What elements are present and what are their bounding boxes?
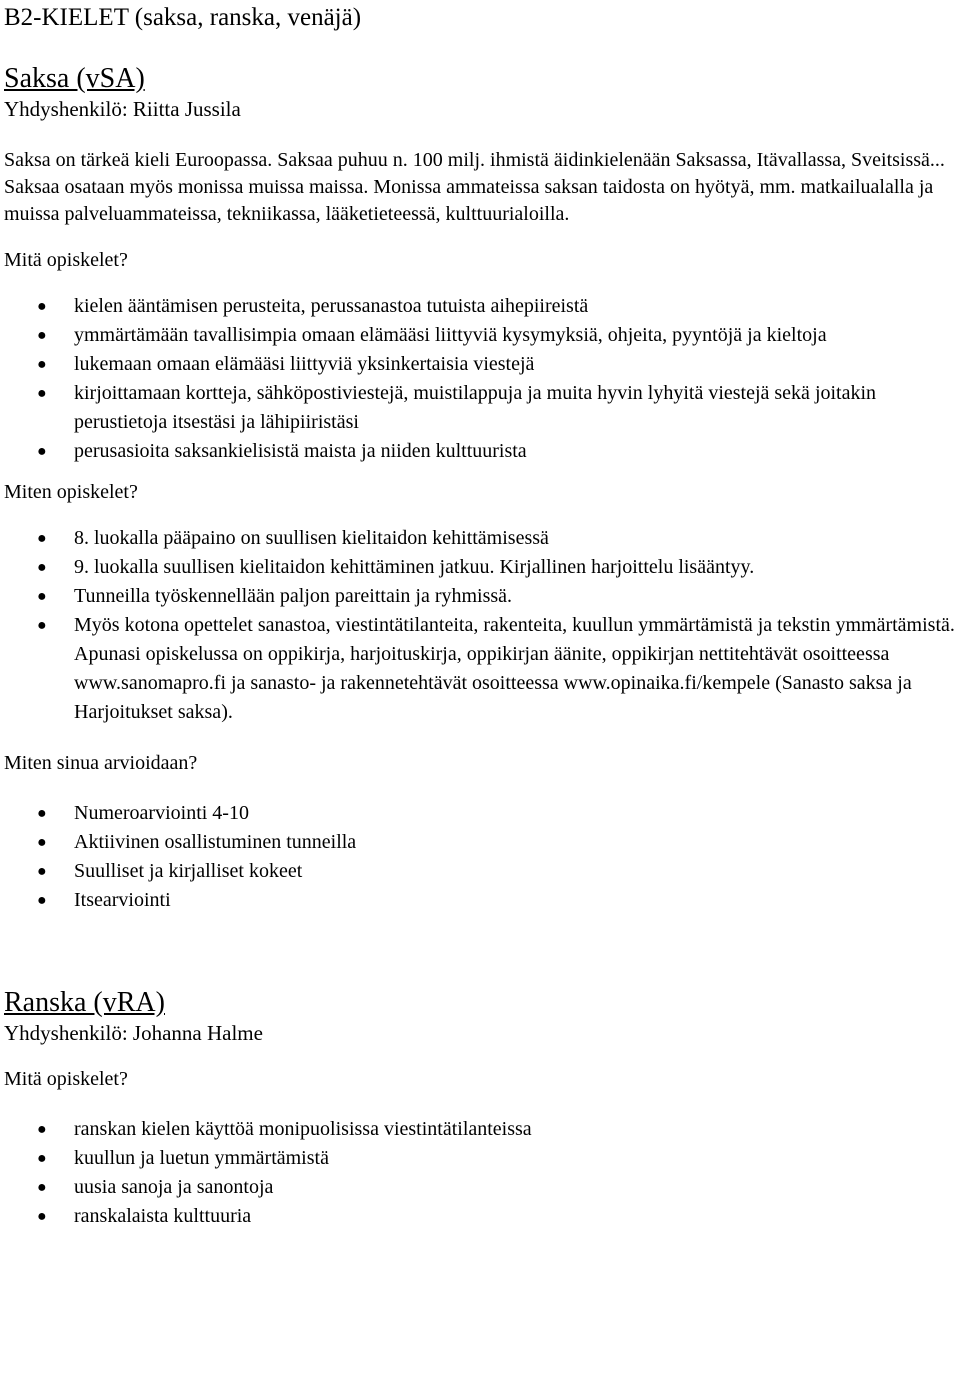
bullet-icon: ● <box>37 805 47 822</box>
list-item: ● lukemaan omaan elämääsi liittyviä yksinkertaisia viestejä <box>4 350 956 379</box>
list-what-ranska <box>4 1115 956 1231</box>
contact-person-saksa: Yhdyshenkilö: Riitta Jussila <box>4 97 241 121</box>
list-item: ● 8. luokalla pääpaino on suullisen kielitaidon kehittämisessä <box>4 524 956 553</box>
bullet-icon: ● <box>37 443 47 460</box>
list-item: ● 9. luokalla suullisen kielitaidon kehittäminen jatkuu. Kirjallinen harjoittelu lisääntyy. <box>4 553 956 582</box>
bullet-icon: ● <box>37 863 47 880</box>
document-page <box>4 0 956 1231</box>
bullet-icon: ● <box>37 834 47 851</box>
heading-eval-saksa: Miten sinua arvioidaan? <box>4 752 198 774</box>
bullet-icon: ● <box>37 1150 47 1167</box>
list-item: ● ranskan kielen käyttöä monipuolisissa viestintätilanteissa <box>4 1115 956 1144</box>
bullet-icon: ● <box>37 356 47 373</box>
contact-person-ranska: Yhdyshenkilö: Johanna Halme <box>4 1021 263 1045</box>
list-item: ● Myös kotona opettelet sanastoa, viestintätilanteita, rakenteita, kuullun ymmärtämistä ja tekstin ymmärtämistä. Apunasi opiskelussa on oppikirja, harjoituskirja, oppikirjan äänite, oppikirjan nettitehtävät osoitteessa www.sanomapro.fi ja sanasto- ja rakennetehtävät osoitteessa www.opinaika.fi/kempele (Sanasto saksa ja Harjoitukset saksa). <box>4 611 956 727</box>
list-item: ● ranskalaista kulttuuria <box>4 1202 956 1231</box>
bullet-icon: ● <box>37 327 47 344</box>
bullet-icon: ● <box>37 1208 47 1225</box>
heading-how-saksa: Miten opiskelet? <box>4 481 138 503</box>
document-title: B2-KIELET (saksa, ranska, venäjä) <box>4 4 362 31</box>
bullet-icon: ● <box>37 298 47 315</box>
list-item: ● Numeroarviointi 4-10 <box>4 799 956 828</box>
list-item: ● ymmärtämään tavallisimpia omaan elämääsi liittyviä kysymyksiä, ohjeita, pyyntöjä ja kieltoja <box>4 321 956 350</box>
list-item: ● perusasioita saksankielisistä maista ja niiden kulttuurista <box>4 437 956 466</box>
list-what-saksa <box>4 292 956 466</box>
bullet-icon: ● <box>37 1179 47 1196</box>
list-item: ● uusia sanoja ja sanontoja <box>4 1173 956 1202</box>
section-ranska <box>4 987 956 1231</box>
intro-paragraph-saksa: Saksa on tärkeä kieli Euroopassa. Saksaa puhuu n. 100 milj. ihmistä äidinkielenään Saksassa, Itävallassa, Sveitsissä... Saksaa osataan myös monissa muissa maissa. Monissa ammateissa saksan taidosta on hyötyä, mm. matkailualalla ja muissa palveluammateissa, tekniikassa, lääketieteessä, kulttuurialoilla. <box>4 149 945 225</box>
bullet-icon: ● <box>37 385 47 402</box>
list-item: ● Tunneilla työskennellään paljon pareittain ja ryhmissä. <box>4 582 956 611</box>
list-item: ● kuullun ja luetun ymmärtämistä <box>4 1144 956 1173</box>
bullet-icon: ● <box>37 588 47 605</box>
list-how-saksa <box>4 524 956 727</box>
section-saksa <box>4 63 956 915</box>
bullet-icon: ● <box>37 1121 47 1138</box>
bullet-icon: ● <box>37 559 47 576</box>
heading-what-saksa: Mitä opiskelet? <box>4 249 128 271</box>
bullet-icon: ● <box>37 530 47 547</box>
list-eval-saksa <box>4 799 956 915</box>
list-item: ● kielen ääntämisen perusteita, perussanastoa tutuista aihepiireistä <box>4 292 956 321</box>
list-item: ● Suulliset ja kirjalliset kokeet <box>4 857 956 886</box>
section-title-saksa: Saksa (vSA) <box>4 63 145 94</box>
bullet-icon: ● <box>37 892 47 909</box>
heading-what-ranska: Mitä opiskelet? <box>4 1068 128 1090</box>
section-title-ranska: Ranska (vRA) <box>4 987 165 1018</box>
bullet-icon: ● <box>37 617 47 634</box>
list-item: ● kirjoittamaan kortteja, sähköpostiviestejä, muistilappuja ja muita hyvin lyhyitä viestejä sekä joitakin perustietoja itsestäsi ja lähipiiristäsi <box>4 379 956 437</box>
list-item: ● Itsearviointi <box>4 886 956 915</box>
list-item: ● Aktiivinen osallistuminen tunneilla <box>4 828 956 857</box>
